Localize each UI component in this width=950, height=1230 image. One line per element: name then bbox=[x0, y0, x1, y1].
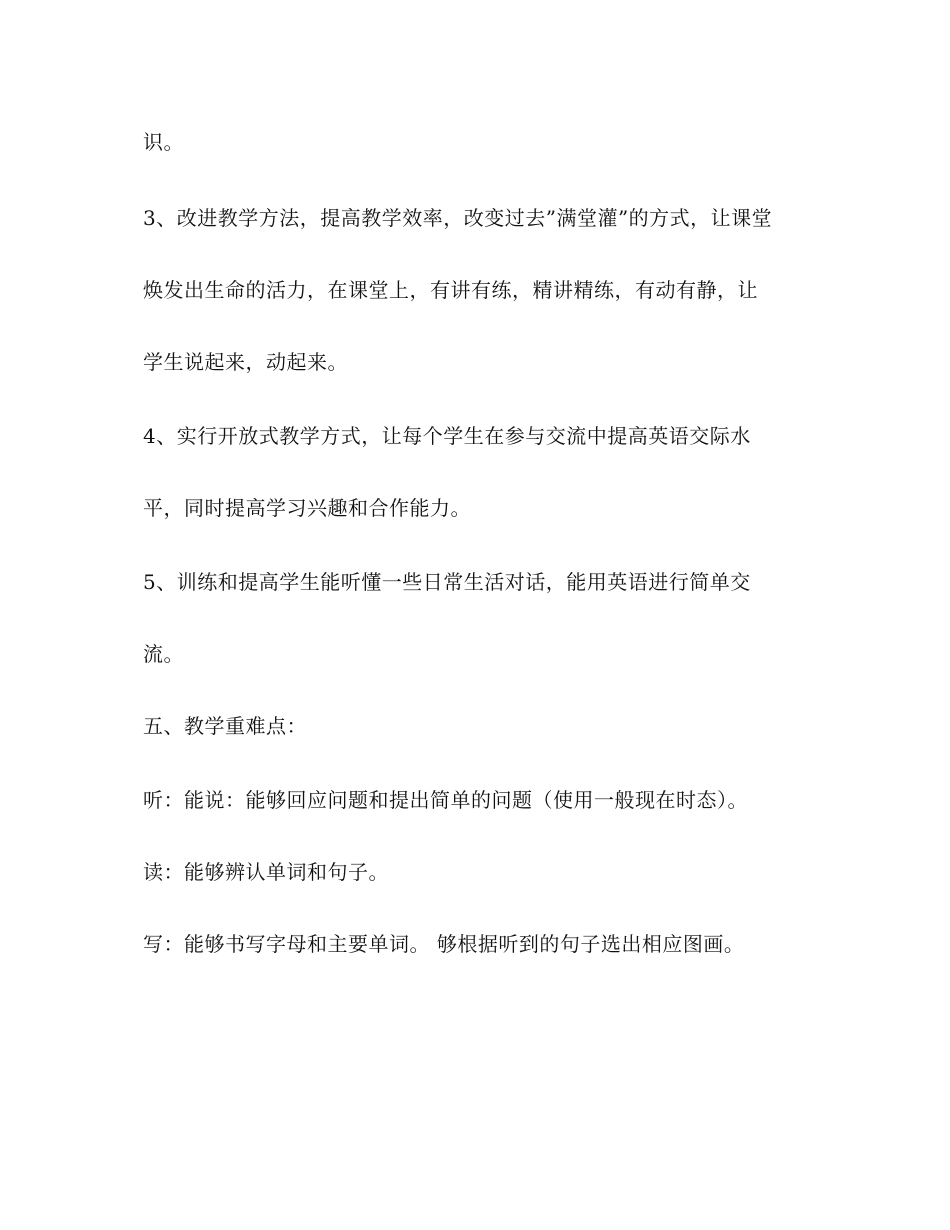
text-line: 识。 bbox=[143, 130, 184, 154]
text-line: 学生说起来，动起来。 bbox=[143, 350, 348, 374]
text-line: 5、训练和提高学生能听懂一些日常生活对话，能用英语进行简单交 bbox=[143, 570, 751, 594]
text-line: 3、改进教学方法，提高教学效率，改变过去”满堂灌”的方式，让课堂 bbox=[143, 206, 773, 230]
text-line: 4、实行开放式教学方式，让每个学生在参与交流中提高英语交际水 bbox=[143, 424, 751, 448]
text-line: 读：能够辨认单词和句子。 bbox=[143, 860, 389, 884]
text-line: 写：能够书写字母和主要单词。 够根据听到的句子选出相应图画。 bbox=[143, 932, 745, 956]
text-line: 焕发出生命的活力，在课堂上，有讲有练，精讲精练，有动有静，让 bbox=[143, 278, 758, 302]
text-line: 平，同时提高学习兴趣和合作能力。 bbox=[143, 496, 471, 520]
text-line: 流。 bbox=[143, 642, 184, 666]
section-heading: 五、教学重难点： bbox=[143, 714, 307, 738]
text-line: 听：能说：能够回应问题和提出简单的问题（使用一般现在时态）。 bbox=[143, 788, 748, 812]
